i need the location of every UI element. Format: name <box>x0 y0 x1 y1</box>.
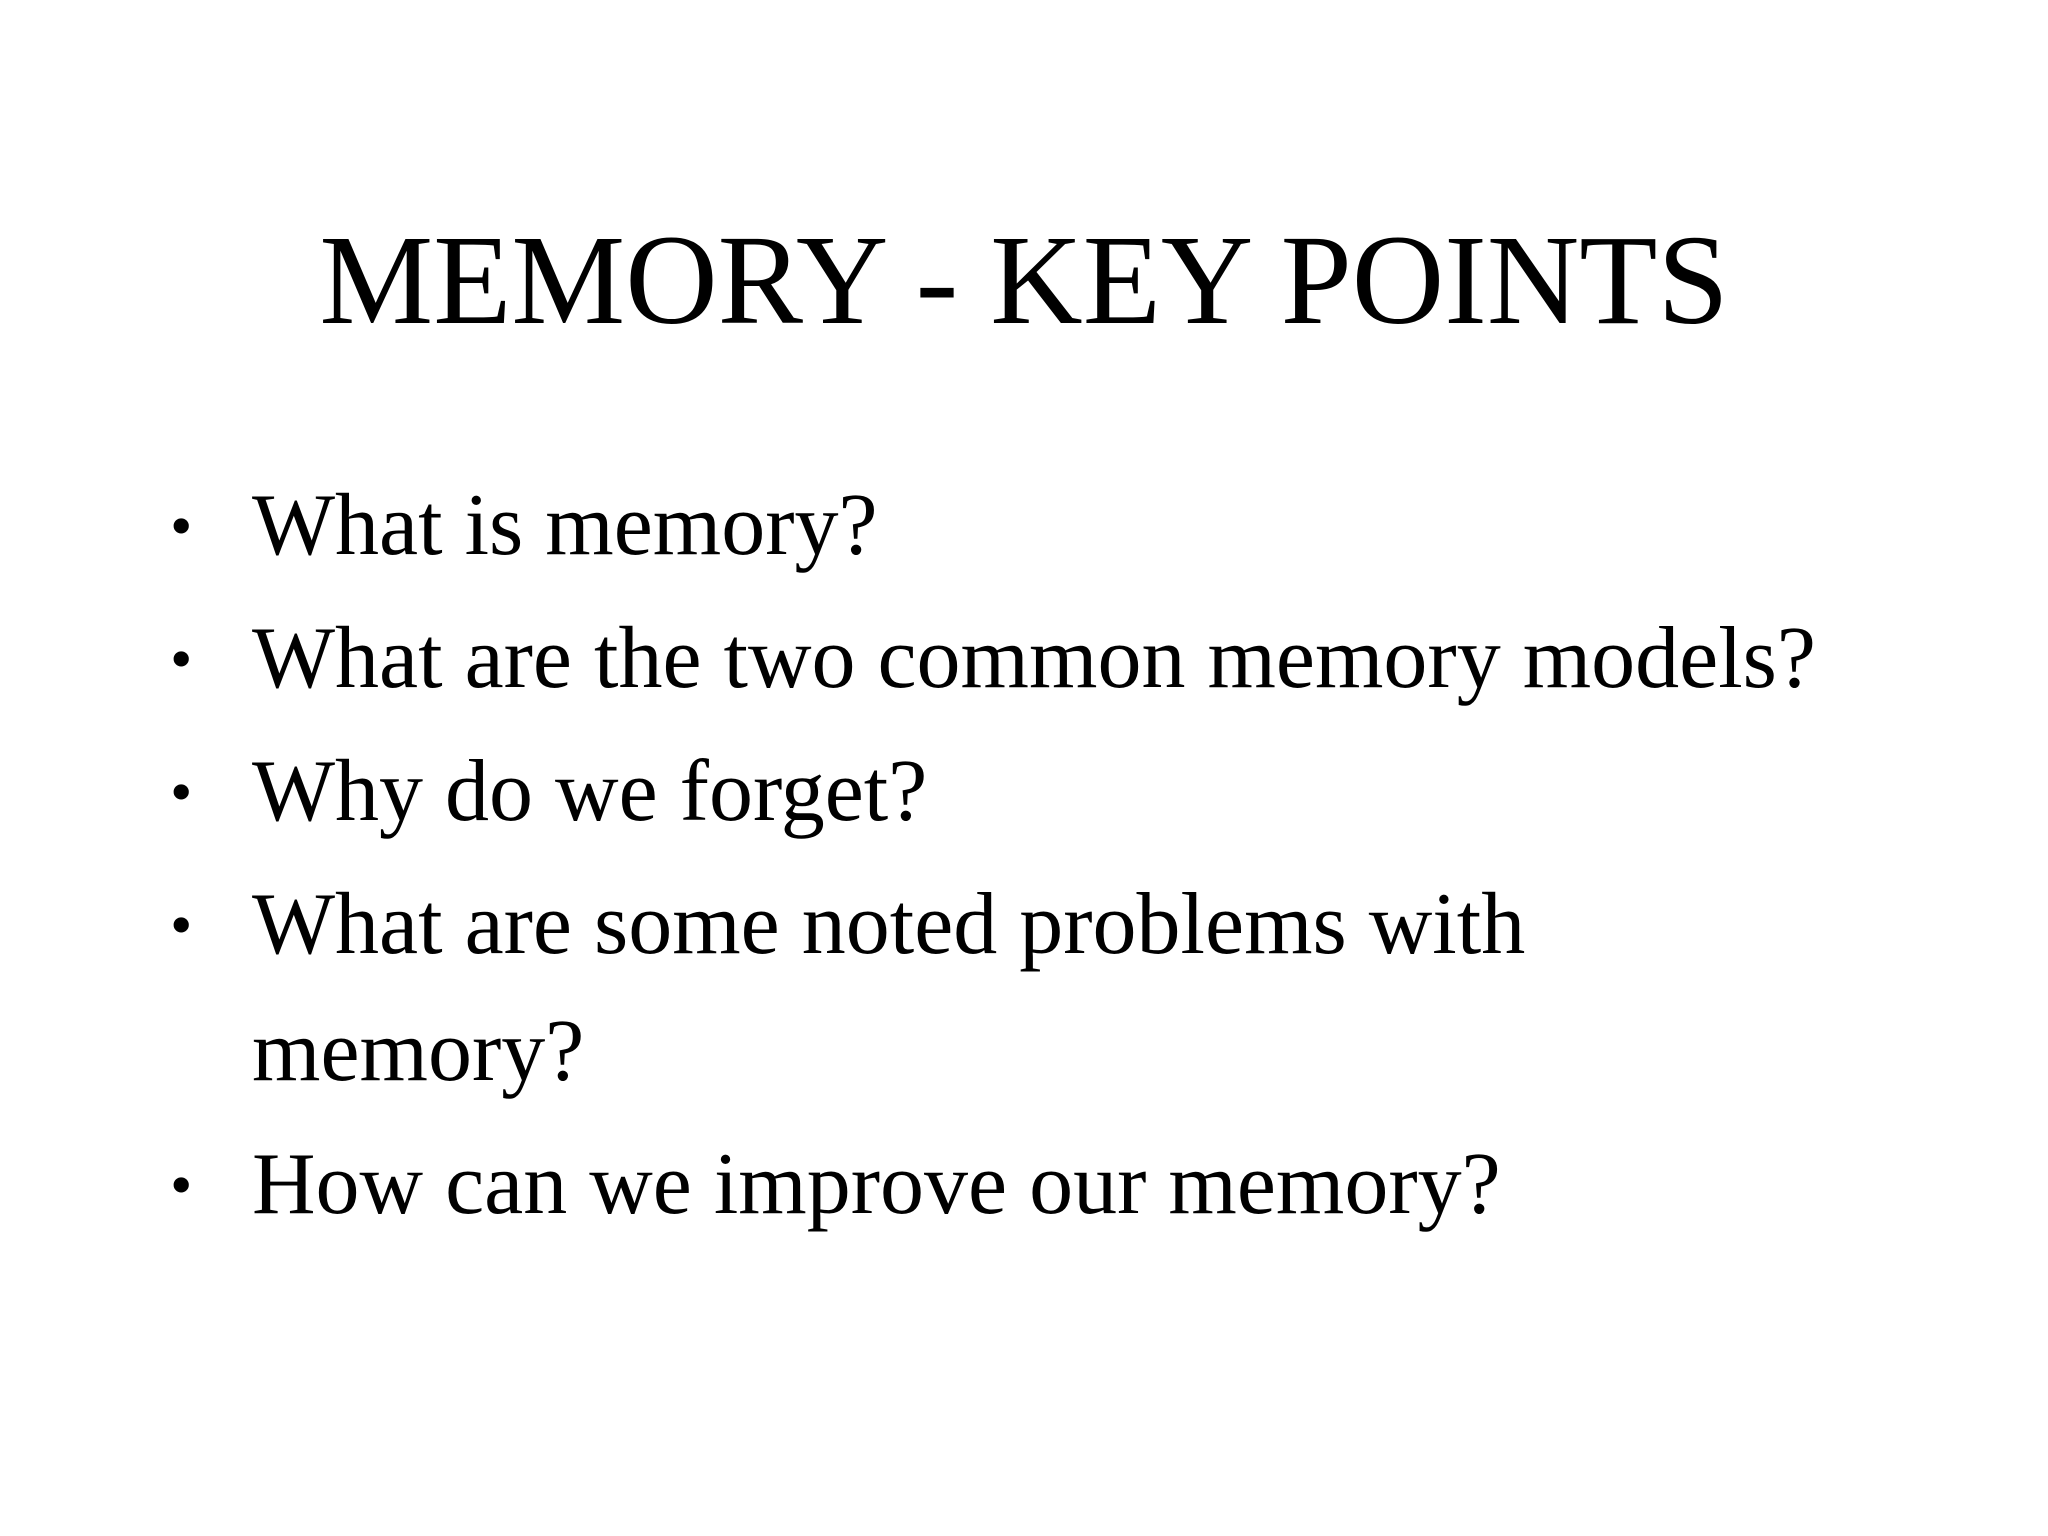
bullet-list <box>170 462 1970 1254</box>
bullet-item <box>170 462 1970 589</box>
bullet-dot-icon: • <box>170 756 193 827</box>
bullet-dot-icon: • <box>170 1149 193 1220</box>
bullet-text: What are the two common memory models? <box>252 610 1816 707</box>
bullet-item <box>170 861 1970 1115</box>
bullet-text: How can we improve our memory? <box>252 1136 1501 1233</box>
bullet-text: Why do we forget? <box>252 743 928 840</box>
bullet-dot-icon: • <box>170 623 193 694</box>
bullet-dot-icon: • <box>170 490 193 561</box>
bullet-item <box>170 728 1970 855</box>
bullet-item <box>170 595 1970 722</box>
bullet-dot-icon: • <box>170 889 193 960</box>
slide-title: MEMORY - KEY POINTS <box>319 209 1729 351</box>
bullet-item <box>170 1121 1970 1248</box>
bullet-text: What are some noted problems with memory? <box>252 876 1526 1100</box>
bullet-text: What is memory? <box>252 477 878 574</box>
